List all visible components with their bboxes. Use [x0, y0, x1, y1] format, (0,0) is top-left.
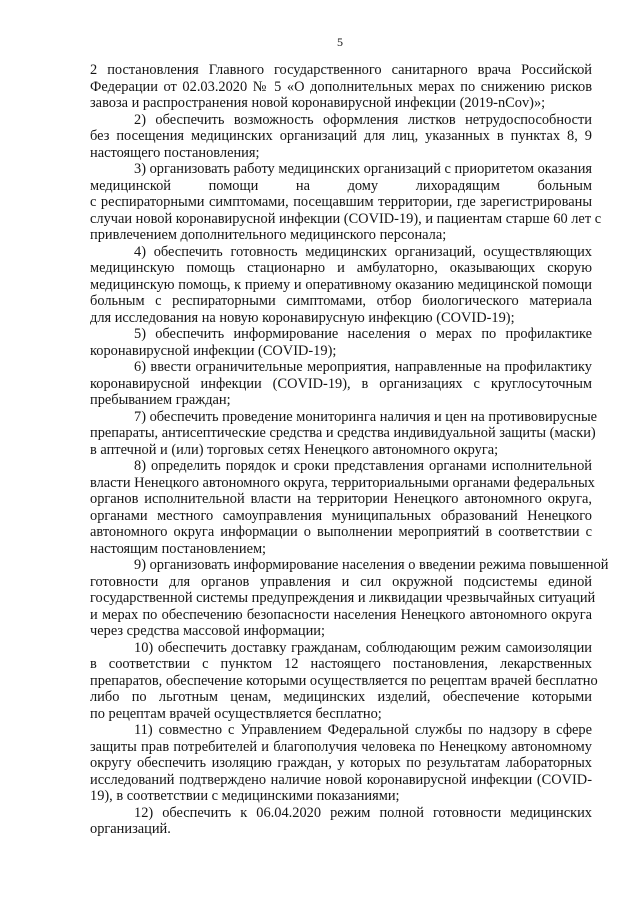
text-line: больным с респираторными симптомами, отбор биологического материала	[90, 293, 592, 309]
paragraph-item-7	[90, 408, 597, 459]
text-line: препараты, антисептические средства и средства индивидуальной защиты (маски)	[90, 425, 596, 441]
text-line: 7) обеспечить проведение мониторинга наличия и цен на противовирусные	[134, 408, 597, 425]
text-line: в соответствии с пунктом 12 настоящего постановления, лекарственных	[90, 656, 592, 672]
text-line: с респираторными симптомами, посещавшим территории, где зарегистрированы	[90, 194, 592, 210]
text-line: округу обеспечить изоляцию граждан, у которых по результатам лабораторных	[90, 755, 592, 771]
text-line: 2 постановления Главного государственного санитарного врача Российской	[90, 62, 592, 78]
text-line: 8) определить порядок и сроки представления органами исполнительной	[134, 458, 592, 474]
text-line: и мерах по обеспечению безопасности населения Ненецкого автономного округа	[90, 606, 592, 623]
text-line: защиты прав потребителей и благополучия человека по Ненецкому автономному	[90, 738, 592, 755]
text-line: через средства массовой информации;	[90, 623, 325, 639]
text-line: препаратов, обеспечение которыми осуществляется по рецептам врачей бесплатно	[90, 672, 598, 689]
paragraph-item-8	[90, 458, 595, 557]
text-line: пребыванием граждан;	[90, 392, 231, 408]
text-line: коронавирусной инфекции (COVID-19);	[90, 342, 337, 359]
paragraph-item-9	[90, 557, 609, 640]
document-body	[90, 62, 609, 838]
paragraph-item-6	[90, 359, 592, 409]
text-line: завоза и распространения новой коронавирусной инфекции (2019-nCov)»;	[90, 95, 546, 111]
text-line: государственной системы предупреждения и ликвидации чрезвычайных ситуаций	[90, 590, 596, 606]
text-line: медицинскую помощь стационарно и амбулаторно, оказывающих скорую	[90, 260, 592, 276]
text-line: для исследования на новую коронавирусную инфекцию (COVID-19);	[90, 309, 515, 326]
text-line: 2) обеспечить возможность оформления листков нетрудоспособности	[134, 111, 592, 128]
text-line: по рецептам врачей осуществляется бесплатно;	[90, 705, 382, 722]
paragraph-item-5	[90, 326, 592, 359]
text-line: 10) обеспечить доставку гражданам, соблюдающим режим самоизоляции	[134, 639, 592, 656]
paragraph-item-4	[90, 244, 592, 327]
text-line: настоящим постановлением;	[90, 540, 267, 557]
text-line: 4) обеспечить готовность медицинских организаций, осуществляющих	[134, 243, 592, 260]
text-line: в аптечной и (или) торговых сетях Ненецкого автономного округа;	[90, 441, 499, 458]
text-line: 3) организовать работу медицинских организаций с приоритетом оказания	[134, 161, 593, 177]
text-line: готовности для органов управления и сил окружной подсистемы единой	[90, 573, 592, 590]
text-line: организаций.	[90, 821, 171, 837]
text-line: власти Ненецкого автономного округа, территориальными органами федеральных	[90, 474, 595, 491]
paragraph-item-2	[90, 112, 592, 162]
paragraph-item-12	[90, 805, 592, 838]
text-line: случаи новой коронавирусной инфекции (COVID-19), и пациентам старше 60 лет с	[90, 210, 602, 227]
paragraph-item-11	[90, 722, 592, 805]
text-line: привлечением дополнительного медицинского персонала;	[90, 227, 447, 243]
text-line: исследований подтверждено наличие новой коронавирусной инфекции (COVID-	[90, 771, 592, 788]
text-line: настоящего постановления;	[90, 144, 260, 161]
text-line: органов исполнительной власти на территории Ненецкого автономного округа,	[90, 491, 592, 507]
text-line: без посещения медицинских организаций для лиц, указанных в пунктах 8, 9	[90, 128, 592, 144]
page-number: 5	[337, 35, 343, 49]
text-line: 12) обеспечить к 06.04.2020 режим полной готовности медицинских	[134, 804, 592, 821]
paragraph-item-10	[90, 639, 598, 723]
text-line: коронавирусной инфекции (COVID-19), в организациях с круглосуточным	[90, 375, 592, 392]
text-line: 5) обеспечить информирование населения о мерах по профилактике	[134, 326, 592, 342]
text-line: медицинскую помощь, к приему и оперативному оказанию медицинской помощи	[90, 276, 592, 293]
text-line: 19), в соответствии с медицинскими показаниями;	[90, 788, 400, 804]
text-line: Федерации от 02.03.2020 № 5 «О дополнительных мерах по снижению рисков	[90, 78, 592, 95]
paragraph-continuation	[90, 62, 592, 112]
text-line: либо по льготным ценам, медицинских изделий, обеспечение которыми	[90, 689, 592, 705]
text-line: 9) организовать информирование населения о введении режима повышенной	[134, 557, 609, 573]
text-line: 11) совместно с Управлением Федеральной службы по надзору в сфере	[134, 722, 592, 738]
text-line: 6) ввести ограничительные мероприятия, направленные на профилактику	[134, 359, 592, 375]
text-line: органами местного самоуправления муниципальных образований Ненецкого	[90, 507, 592, 524]
paragraph-item-3	[90, 161, 602, 244]
text-line: медицинской помощи на дому лихорадящим больным	[90, 177, 592, 194]
text-line: автономного округа информации о выполнении мероприятий в соответствии с	[90, 524, 592, 540]
